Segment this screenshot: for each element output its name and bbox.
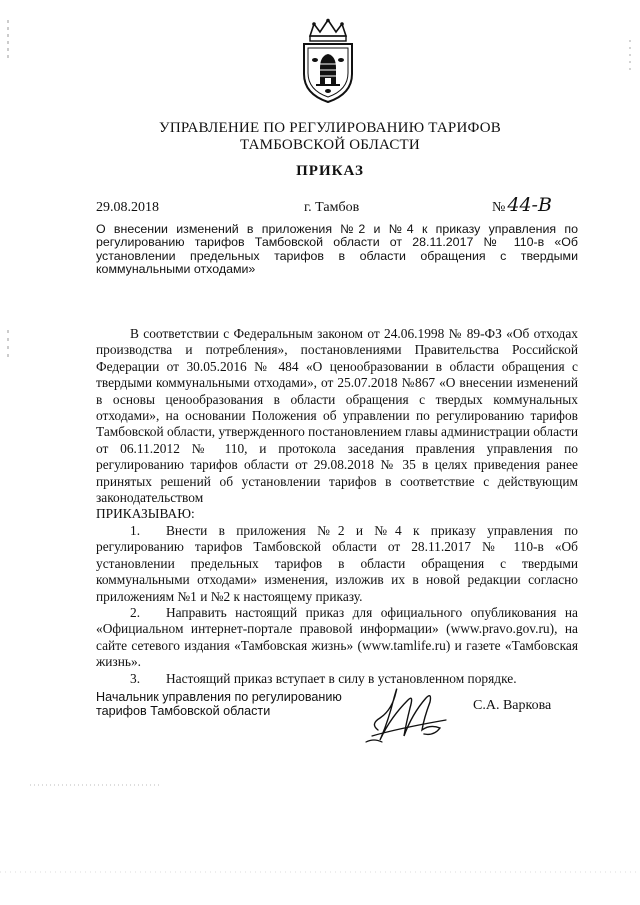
- order-item-3: [96, 671, 578, 687]
- order-item-1: [96, 523, 578, 605]
- document-number: [492, 194, 552, 216]
- handwritten-signature-icon: [360, 678, 470, 748]
- position-line2: тарифов Тамбовской области: [96, 704, 271, 718]
- item-number: 3.: [130, 670, 141, 686]
- document-body: [96, 326, 578, 687]
- number-sign: №: [492, 200, 506, 215]
- document-city: г. Тамбов: [304, 200, 360, 215]
- item-text: Настоящий приказ вступает в силу в установленном порядке.: [166, 670, 517, 686]
- item-text: Направить настоящий приказ для официального опубликования на «Официальном интернет-портале правовой информации» (www.pravo.gov.ru), на сайте сетевого издания «Тамбовская жизнь» (www.tamlife.ru) и газете «Тамбовская жизнь».: [96, 604, 578, 670]
- coat-of-arms-icon: [296, 18, 360, 104]
- position-line1: Начальник управления по регулированию: [96, 690, 342, 704]
- document-title: ПРИКАЗ: [296, 163, 364, 179]
- organization-name-line2: ТАМБОВСКОЙ ОБЛАСТИ: [240, 137, 420, 153]
- document-subject: О внесении изменений в приложения №2 и №4 к приказу управления по регулированию тарифов Тамбовской области от 28.11.2017 № 110-в «Об установлении предельных тарифов в области обращения с твердыми коммунальными отходами»: [96, 222, 578, 276]
- signatory-position: [96, 690, 346, 718]
- organization-name-line1: УПРАВЛЕНИЕ ПО РЕГУЛИРОВАНИЮ ТАРИФОВ: [159, 120, 501, 136]
- item-number: 1.: [130, 522, 141, 538]
- preamble-paragraph: В соответствии с Федеральным законом от 24.06.1998 № 89-ФЗ «Об отходах производства и потребления», постановлениями Правительства Российской Федерации от 30.05.2016 № 484 «О ценообразовании в области обращения с твердыми коммунальными отходами», от 25.07.2018 №867 «О внесении изменений в основы ценообразования в области обращения с твердых коммунальных отходами», на основании Положения об управлении по регулированию тарифов Тамбовской области, утвержденного постановлением главы администрации области от 06.11.2012 № 110, и протокола заседания правления управления по регулированию тарифов области от 29.08.2018 № 35 в целях приведения ранее принятых решений об установлении тарифов в соответствие с действующим законодательством: [96, 326, 578, 506]
- item-text: Внести в приложения №2 и №4 к приказу управления по регулированию тарифов Тамбовской области от 28.11.2017 № 110-в «Об установлении предельных тарифов в области обращения с твердыми коммунальными отходами» изменения, изложив их в новой редакции согласно приложениям №1 и №2 к настоящему приказу.: [96, 522, 578, 604]
- signatory-name: С.А. Варкова: [473, 698, 552, 713]
- handwritten-number: 44-В: [507, 194, 552, 216]
- order-word: ПРИКАЗЫВАЮ:: [96, 506, 195, 522]
- document-date: 29.08.2018: [96, 200, 159, 215]
- item-number: 2.: [130, 604, 141, 620]
- order-item-2: [96, 605, 578, 671]
